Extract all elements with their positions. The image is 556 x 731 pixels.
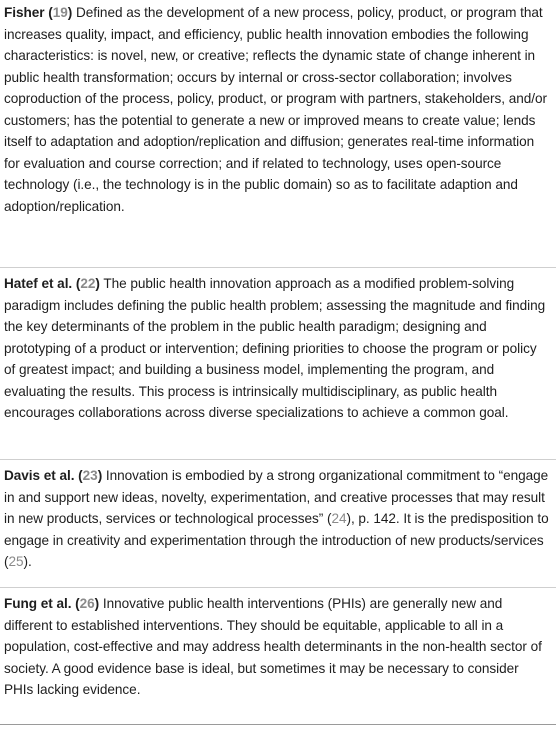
row-author: Fung et al. — [4, 596, 72, 611]
table-row — [0, 588, 556, 724]
inline-reference-link[interactable]: 25 — [8, 554, 24, 569]
row-author: Davis et al. — [4, 468, 75, 483]
inline-reference-link[interactable]: 24 — [331, 511, 347, 526]
row-text: ). — [23, 554, 32, 569]
ref-close: ) — [67, 5, 73, 20]
ref-close: ) — [97, 468, 103, 483]
row-author: Hatef et al. — [4, 276, 73, 291]
row-text: ), p. 142. It is the predisposition to engage in creativity and experimentation through the introduction of new products/services ( — [4, 511, 549, 569]
table-row — [0, 268, 556, 460]
row-text: Innovation is embodied by a strong organizational commitment to “engage in and support new ideas, novelty, experimentation, and creative processes that may result in new products, services or technological processes” ( — [4, 468, 549, 526]
row-text: Defined as the development of a new process, policy, product, or program that increases quality, impact, and efficiency, public health innovation embodies the following characteristics: is novel, new, or creative; reflects the dynamic state of change inherent in public health transformation; occurs by internal or cross-sector collaboration; involves coproduction of the process, policy, product, or program with partners, stakeholders, and/or customers; has the potential to generate a new or improved means to create value; lends itself to adaptation and adoption/replication and diffusion; generates real-time information for evaluation and course correction; and if related to technology, uses open-source technology (i.e., the technology is in the public domain) so as to facilitate adaption and adoption/replication. — [4, 5, 547, 214]
reference-link[interactable]: 23 — [82, 468, 98, 483]
reference-link[interactable]: 22 — [80, 276, 96, 291]
ref-open: ( — [74, 468, 83, 483]
ref-open: ( — [72, 276, 81, 291]
row-text: The public health innovation approach as a modified problem-solving paradigm includes defining the public health problem; assessing the magnitude and finding the key determinants of the problem in the public health paradigm; designing and prototyping of a product or intervention; defining priorities to choose the program or policy of greatest impact; and building a business model, implementing the program, and evaluating the results. This process is intrinsically multidisciplinary, as public health encourages collaborations across diverse specializations to achieve a common goal. — [4, 276, 546, 420]
reference-link[interactable]: 26 — [79, 596, 95, 611]
ref-open: ( — [71, 596, 80, 611]
reference-link[interactable]: 19 — [52, 5, 68, 20]
ref-close: ) — [95, 276, 100, 291]
ref-close: ) — [94, 596, 100, 611]
row-author: Fisher — [4, 5, 45, 20]
ref-open: ( — [44, 5, 53, 20]
row-text: Innovative public health interventions (PHIs) are generally new and different to established interventions. They should be equitable, applicable to all in a population, cost-effective and may address health determinants in the non-health sector of society. A good evidence base is ideal, but sometimes it may be necessary to consider PHIs lacking evidence. — [4, 596, 542, 697]
table-row — [0, 460, 556, 588]
table-row — [0, 0, 556, 268]
